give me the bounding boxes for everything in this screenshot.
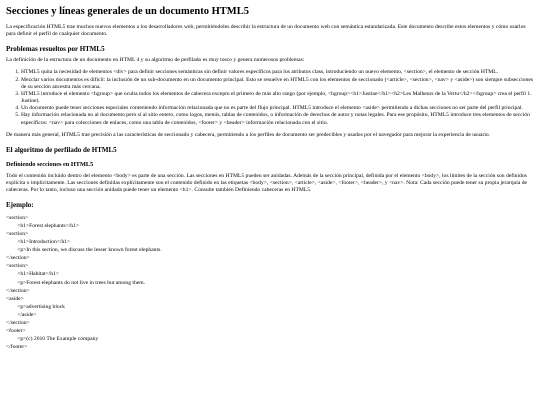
- list-item: 4. Un documento puede tener secciones especiales conteniendo información relacionada que no es parte del flujo principal. HTML5 introduce el elemento <aside> permitiendo a dichas secciones no ser parte del perfil principal.: [21, 105, 534, 112]
- list-item: 5. Hay información relacionada no al documento pero sí al sitio entero, como logos, menús, tablas de contenidos, o información de derechos de autor y notas legales. Para ese propósito, HTML5 introduce tres elementos de sección específicos: <nav> para colecciones de enlaces, como una tabla de contenidos, <footer> y <header> información relacionada con el sitio.: [21, 112, 534, 126]
- intro-paragraph: La especificación HTML5 trae muchos nuevos elementos a los desarrolladores web, permitiéndoles describir la estructura de un documento web con semántica estandarizada. Este documento describe estos elementos y cómo usarlos para definir el perfil de cualquier documento.: [6, 23, 526, 37]
- page-title: Secciones y líneas generales de un documento HTML5: [6, 6, 249, 17]
- defining-sections-heading: Definiendo secciones en HTML5: [6, 161, 94, 169]
- list-item: 3. HTML5 introduce el elemento <hgroup> que oculta todos los elementos de cabecera excepto el primero de más alto rango (por ejemplo, <hgroup><h1>Justine</h1><h2>Les Malheurs de la Vertu</h2></hgroup> crea el perfil 1. Justine).: [21, 91, 534, 105]
- section-problems-closing: De manera más general, HTML5 trae precisión a las características de seccionado y cabecera, permitiendo a los perfiles de documento ser predecibles y usados por el navegador para mejorar la experiencia de usuario.: [6, 131, 491, 138]
- example-heading: Ejemplo:: [6, 201, 34, 210]
- problems-list: [6, 69, 534, 126]
- example-code-block: <section> <h1>Forest elephants</h1> <section> <h1>Introduction</h1> <p>In this section, we discuss the lesser known forest elephants. </section> <section> <h1>Habitat</h1> <p>Forest elephants do not live in trees but among them. </section> <aside> <p>advertising block </aside> </section> <footer> <p>(c) 2010 The Example company </footer>: [6, 214, 162, 351]
- section-problems-paragraph: La definición de la estructura de un documento en HTML 4 y su algoritmo de perfilado es muy tosco y genera numerosos problemas:: [6, 57, 305, 64]
- list-item: 2. Mezclar varios documentos es difícil: la inclusión de un sub-documento en un documento principal. Esto se resuelve en HTML5 con los elementos de seccionado (<article>, <section>, <nav> y <aside>) son siempre subsecciones de su sección ancestra más cercana.: [21, 77, 534, 91]
- list-item: 1. HTML5 quita la necesidad de elementos <div> para definir secciones semánticas sin definir valores específicos para los atributos class, introduciendo un nuevo elemento, <section>, el elemento de sección HTML.: [21, 69, 534, 76]
- algorithm-heading: El algoritmo de perfilado de HTML5: [6, 145, 117, 154]
- section-problems-heading: Problemas resueltos por HTML5: [6, 44, 105, 53]
- defining-sections-paragraph: Todo el contenido incluido dentro del elemento <body> es parte de una sección. Las secciones en HTML5 pueden ser anidadas. Además de la sección principal, definida por el elemento <body>, los límites de la sección son definidos explícita o implícitamente. Las secciones definidas explícitamente son el contenido definido en las etiquetas <body>, <section>, <article>, <aside>, <footer>, <header>, y <nav>. Nota: Cada sección puede tener su propia jerarquía de cabeceras. Por lo tanto, incluso una sección anidada puede tener un elemento <h1>. Consulte también Definiendo cabeceras en HTML5.: [6, 172, 528, 194]
